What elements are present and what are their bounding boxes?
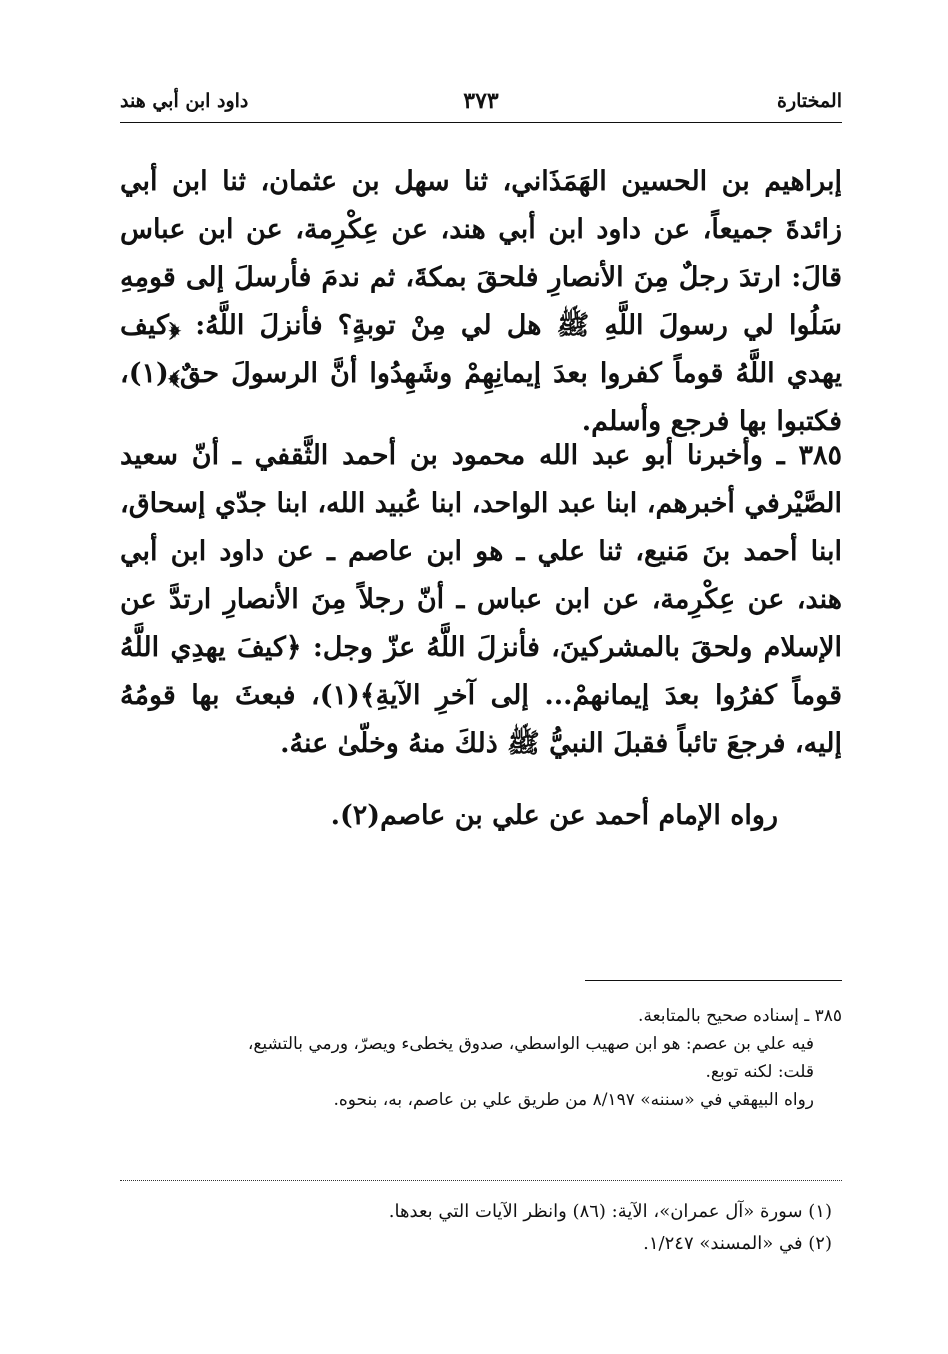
footnotes bbox=[120, 1196, 842, 1260]
hadith-385-attribution: رواه الإمام أحمد عن علي بن عاصم(٢). bbox=[330, 800, 778, 831]
footnote-separator bbox=[120, 1180, 842, 1181]
hadith-385-text: ٣٨٥ ـ وأخبرنا أبو عبد الله محمود بن أحمد الثَّقفي ـ أنّ سعيد الصَّيْرفي أخبرهم، ابنا عبد الواحد، ابنا عُبيد الله، ابنا جدّي إسحاق، ابنا أحمد بنَ مَنيع، ثنا علي ـ هو ابن عاصم ـ عن داود ابن أبي هند، عن عِكْرِمة، عن ابن عباس ـ أنّ رجلاً مِنَ الأنصارِ ارتدَّ عن الإسلام ولحقَ بالمشركينَ، فأنزلَ اللَّهُ عزّ وجل: ﴿كيفَ يهدِي اللَّهُ قوماً كفرُوا بعدَ إيمانهمْ... إلى آخرِ الآيةِ﴾(١)، فبعثَ بها قومُهُ إليه، فرجعَ تائباً فقبلَ النبيُّ ﷺ ذلكَ منهُ وخلّىٰ عنهُ. bbox=[120, 440, 842, 759]
book-title: المختارة bbox=[777, 90, 842, 112]
note-line: قلت: لكنه توبع. bbox=[705, 1062, 814, 1082]
page-number: ٣٧٣ bbox=[463, 88, 499, 114]
note-line: رواه البيهقي في «سننه» ٨/١٩٧ من طريق علي بن عاصم، به، بنحوه. bbox=[333, 1090, 814, 1110]
hadith-notes bbox=[120, 1002, 842, 1114]
notes-separator bbox=[585, 980, 842, 981]
hadith-text-continuation: إبراهيم بن الحسين الهَمَذَاني، ثنا سهل بن عثمان، ثنا ابن أبي زائدةَ جميعاً، عن داود ابن أبي هند، عن عِكْرِمة، عن ابن عباس قالَ: ارتدَ رجلٌ مِنَ الأنصارِ فلحقَ بمكةَ، ثم ندمَ فأرسلَ إلى قومِهِ سَلُوا لي رسولَ اللَّهِ ﷺ هل لي مِنْ توبةٍ؟ فأنزلَ اللَّهُ: ﴿كيف يهدي اللَّهُ قوماً كفروا بعدَ إيمانِهِمْ وشَهِدُوا أنَّ الرسولَ حقٌ﴾(١)، فكتبوا بها فرجع وأسلم. bbox=[120, 166, 842, 437]
footnote-2: (٢) في «المسند» ١/٢٤٧. bbox=[643, 1233, 832, 1254]
section-title: داود ابن أبي هند bbox=[120, 90, 249, 112]
running-header bbox=[120, 88, 842, 123]
note-line: فيه علي بن عصم: هو ابن صهيب الواسطي، صدوق يخطىء ويصرّ، ورمي بالتشيع، bbox=[247, 1034, 814, 1054]
footnote-1: (١) سورة «آل عمران»، الآية: (٨٦) وانظر الآيات التي بعدها. bbox=[388, 1201, 832, 1222]
note-line: ٣٨٥ ـ إسناده صحيح بالمتابعة. bbox=[638, 1006, 842, 1026]
